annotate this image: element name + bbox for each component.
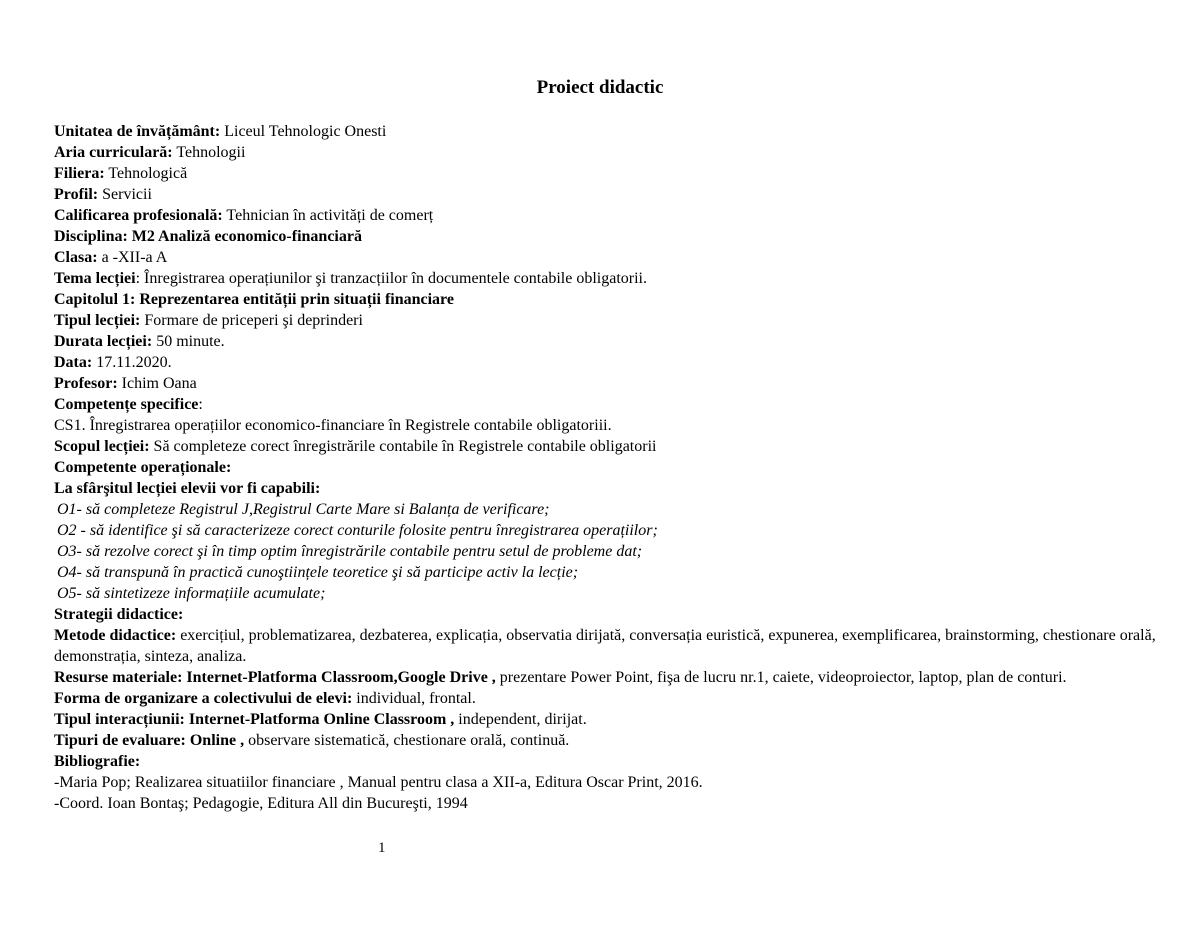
objective-item: O5- să sintetizeze informațiile acumulate; — [57, 585, 326, 602]
field-label: Scopul lecției: — [54, 438, 150, 455]
field-value: : Înregistrarea operațiunilor şi tranzacțiilor în documentele contabile obligatorii. — [135, 270, 647, 287]
field-tema — [54, 268, 1164, 289]
field-aria — [54, 142, 1164, 163]
field-value: a -XII-a A — [97, 249, 168, 266]
field-value: Servicii — [98, 186, 152, 203]
field-value: Tehnician în activități de comerț — [222, 207, 434, 224]
field-competente-operationale — [54, 457, 1164, 478]
document-body — [54, 121, 1164, 814]
field-label: Calificarea profesională: — [54, 207, 223, 224]
field-value: Tehnologii — [172, 144, 246, 161]
field-value: Tehnologică — [104, 165, 188, 182]
field-value: 17.11.2020. — [92, 354, 172, 371]
field-label: Profil: — [54, 186, 99, 203]
field-calificarea — [54, 205, 1164, 226]
objective-item: O2 - să identifice şi să caracterizeze corect conturile folosite pentru înregistrarea operațiilor; — [57, 522, 658, 539]
section-heading: Bibliografie: — [54, 753, 141, 770]
field-value: Să completeze corect înregistrările contabile în Registrele contabile obligatorii — [149, 438, 657, 455]
field-label: Tema lecției — [54, 270, 136, 287]
field-value: : — [198, 396, 203, 413]
field-value: prezentare Power Point, fişa de lucru nr.1, caiete, videoproiector, laptop, plan de conturi. — [495, 669, 1067, 686]
field-unitatea — [54, 121, 1164, 142]
field-value: 50 minute. — [152, 333, 225, 350]
field-label: Capitolul 1: Reprezentarea entității prin situații financiare — [54, 291, 454, 308]
field-label: Competențe specifice — [54, 396, 199, 413]
field-value: exercițiul, problematizarea, dezbaterea, explicația, observatia dirijată, conversația euristică, expunerea, exemplificarea, brainstorming, chestionare orală, demonstrația, sinteza, analiza. — [54, 627, 1156, 665]
field-value: Formare de priceperi şi deprinderi — [140, 312, 363, 329]
field-label: Clasa: — [54, 249, 98, 266]
field-competente-specifice — [54, 394, 1164, 415]
section-heading: Strategii didactice: — [54, 606, 184, 623]
field-label: La sfârşitul lecției elevii vor fi capabili: — [54, 480, 321, 497]
field-label: Profesor: — [54, 375, 118, 392]
field-durata — [54, 331, 1164, 352]
field-data — [54, 352, 1164, 373]
field-label: Tipul interacțiunii: Internet-Platforma Online Classroom , — [54, 711, 455, 728]
field-resurse — [54, 667, 1164, 688]
field-label: Tipuri de evaluare: Online , — [54, 732, 245, 749]
field-label: Tipul lecției: — [54, 312, 141, 329]
field-label: Disciplina: M2 Analiză economico-financiară — [54, 228, 362, 245]
field-label: Data: — [54, 354, 93, 371]
field-label: Filiera: — [54, 165, 105, 182]
field-label: Forma de organizare a colectivului de elevi: — [54, 690, 353, 707]
field-metode — [54, 625, 1164, 667]
field-filiera — [54, 163, 1164, 184]
section-strategii — [54, 604, 1164, 625]
field-label: Unitatea de învățământ: — [54, 123, 221, 140]
field-value: independent, dirijat. — [454, 711, 587, 728]
field-label: Metode didactice: — [54, 627, 177, 644]
objective-item: O3- să rezolve corect şi în timp optim înregistrările contabile pentru setul de probleme dat; — [57, 543, 643, 560]
reference-item: -Maria Pop; Realizarea situatiilor financiare , Manual pentru clasa a XII-a, Editura Oscar Print, 2016. — [54, 774, 703, 791]
reference-item: -Coord. Ioan Bontaş; Pedagogie, Editura All din Bucureşti, 1994 — [54, 795, 468, 812]
field-disciplina — [54, 226, 1164, 247]
field-profesor — [54, 373, 1164, 394]
field-tipul — [54, 310, 1164, 331]
field-value: individual, frontal. — [352, 690, 476, 707]
field-profil — [54, 184, 1164, 205]
field-value: Liceul Tehnologic Onesti — [220, 123, 387, 140]
field-label: Durata lecției: — [54, 333, 153, 350]
field-value: Ichim Oana — [117, 375, 197, 392]
field-label: Resurse materiale: Internet-Platforma Classroom,Google Drive , — [54, 669, 496, 686]
section-bibliografie — [54, 751, 1164, 772]
field-capitolul — [54, 289, 1164, 310]
field-evaluare — [54, 730, 1164, 751]
page-number: 1 — [378, 840, 386, 856]
field-label: Aria curriculară: — [54, 144, 173, 161]
document-title: Proiect didactic — [536, 77, 664, 98]
field-interactiunii — [54, 709, 1164, 730]
objective-item: O4- să transpună în practică cunoştiințele teoretice şi să participe activ la lecție; — [57, 564, 579, 581]
field-forma — [54, 688, 1164, 709]
field-label: Competente operaționale: — [54, 459, 232, 476]
competence-cs1: CS1. Înregistrarea operațiilor economico-financiare în Registrele contabile obligatoriii. — [54, 417, 612, 434]
field-clasa — [54, 247, 1164, 268]
objective-item: O1- să completeze Registrul J,Registrul Carte Mare si Balanța de verificare; — [57, 501, 550, 518]
field-scopul — [54, 436, 1164, 457]
field-la-sfarsit — [54, 478, 1164, 499]
field-value: observare sistematică, chestionare orală, continuă. — [244, 732, 570, 749]
